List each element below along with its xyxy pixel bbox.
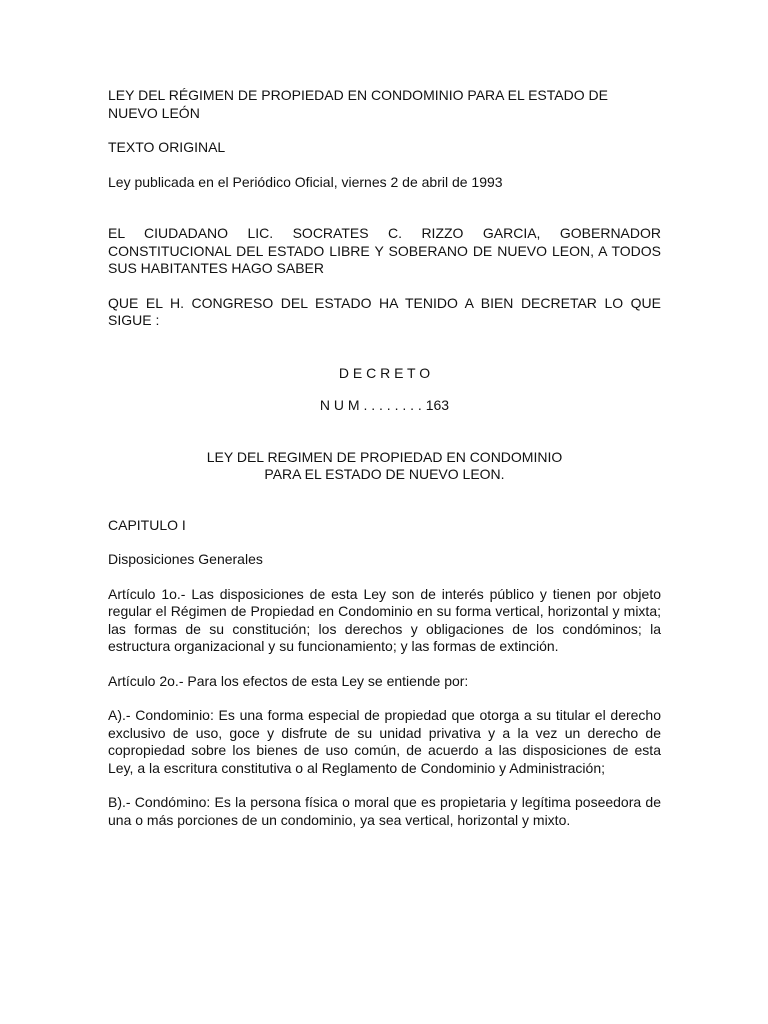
texto-original-label: TEXTO ORIGINAL [108, 139, 226, 155]
definition-b: B).- Condómino: Es la persona física o moral que es propietaria y legítima poseedora de una o más porciones de un condominio, ya sea vertical, horizontal y mixto. [108, 794, 661, 828]
publication-note: Ley publicada en el Periódico Oficial, viernes 2 de abril de 1993 [108, 173, 503, 190]
document-page [108, 87, 661, 846]
law-title-line-2: PARA EL ESTADO DE NUEVO LEON. [264, 466, 505, 482]
definition-a: A).- Condominio: Es una forma especial de propiedad que otorga a su titular el derecho exclusivo de uso, goce y disfrute de su unidad privativa y a la vez un derecho de copropiedad sobre los bienes de uso común, de acuerdo a las disposiciones de esta Ley, a la escritura constitutiva o al Reglamento de Condominio y Administración; [108, 707, 661, 776]
article-1: Artículo 1o.- Las disposiciones de esta Ley son de interés público y tienen por objeto regular el Régimen de Propiedad en Condominio en su forma vertical, horizontal y mixta; las formas de su constitución; los derechos y obligaciones de los condóminos; la estructura organizacional y su funcionamiento; y las formas de extinción. [108, 585, 661, 654]
decreto-number: N U M . . . . . . . . 163 [319, 397, 450, 413]
law-title [108, 449, 661, 484]
chapter-title: Disposiciones Generales [108, 551, 263, 567]
article-2: Artículo 2o.- Para los efectos de esta Ley se entiende por: [108, 672, 469, 689]
congress-paragraph: QUE EL H. CONGRESO DEL ESTADO HA TENIDO A BIEN DECRETAR LO QUE SIGUE : [108, 294, 661, 328]
document-title: LEY DEL RÉGIMEN DE PROPIEDAD EN CONDOMINIO PARA EL ESTADO DE NUEVO LEÓN [108, 87, 608, 121]
chapter-heading: CAPITULO I [108, 516, 186, 533]
decreto-heading: D E C R E T O [338, 364, 431, 381]
proclamation-paragraph: EL CIUDADANO LIC. SOCRATES C. RIZZO GARCIA, GOBERNADOR CONSTITUCIONAL DEL ESTADO LIBRE Y SOBERANO DE NUEVO LEON, A TODOS SUS HABITANTES HAGO SABER [108, 225, 661, 276]
law-title-line-1: LEY DEL REGIMEN DE PROPIEDAD EN CONDOMINIO [206, 448, 563, 465]
